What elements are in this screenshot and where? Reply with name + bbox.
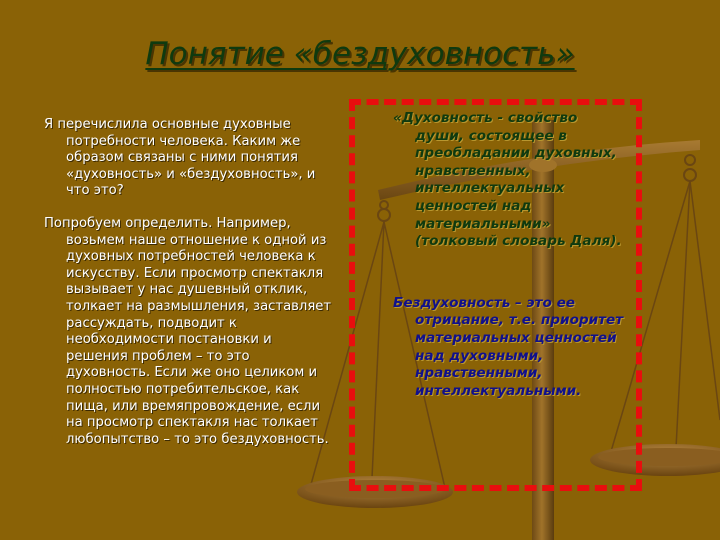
left-text-block — [44, 117, 334, 464]
intro-paragraph: Я перечислила основные духовные потребности человека. Каким же образом связаны с ними понятия «духовность» и «бездуховность», и что это? — [44, 117, 316, 199]
lack-of-spirituality-definition: Бездуховность – это ее отрицание, т.е. приоритет материальных ценностей над духовными, нравственными, интеллектуальными. — [393, 294, 624, 399]
right-text-block — [393, 110, 628, 400]
spirituality-definition: «Духовность - свойство души, состоящее в преобладании духовных, нравственных, интеллектуальных ценностей над материальными» (толковый словарь Даля). — [393, 110, 622, 250]
example-paragraph: Попробуем определить. Например, возьмем наше отношение к одной из духовных потребностей человека к искусству. Если просмотр спектакля вызывает у нас душевный отклик, толкает на размышления, заставляет рассуждать, подводит к необходимости постановки и решения проблем – то это духовность. Если же оно целиком и полностью потребительское, как пища, или времяпровождение, если на просмотр спектакля нас толкает любопытство – то это бездуховность. — [44, 215, 332, 447]
slide-title: Понятие «бездуховность» — [145, 36, 575, 72]
